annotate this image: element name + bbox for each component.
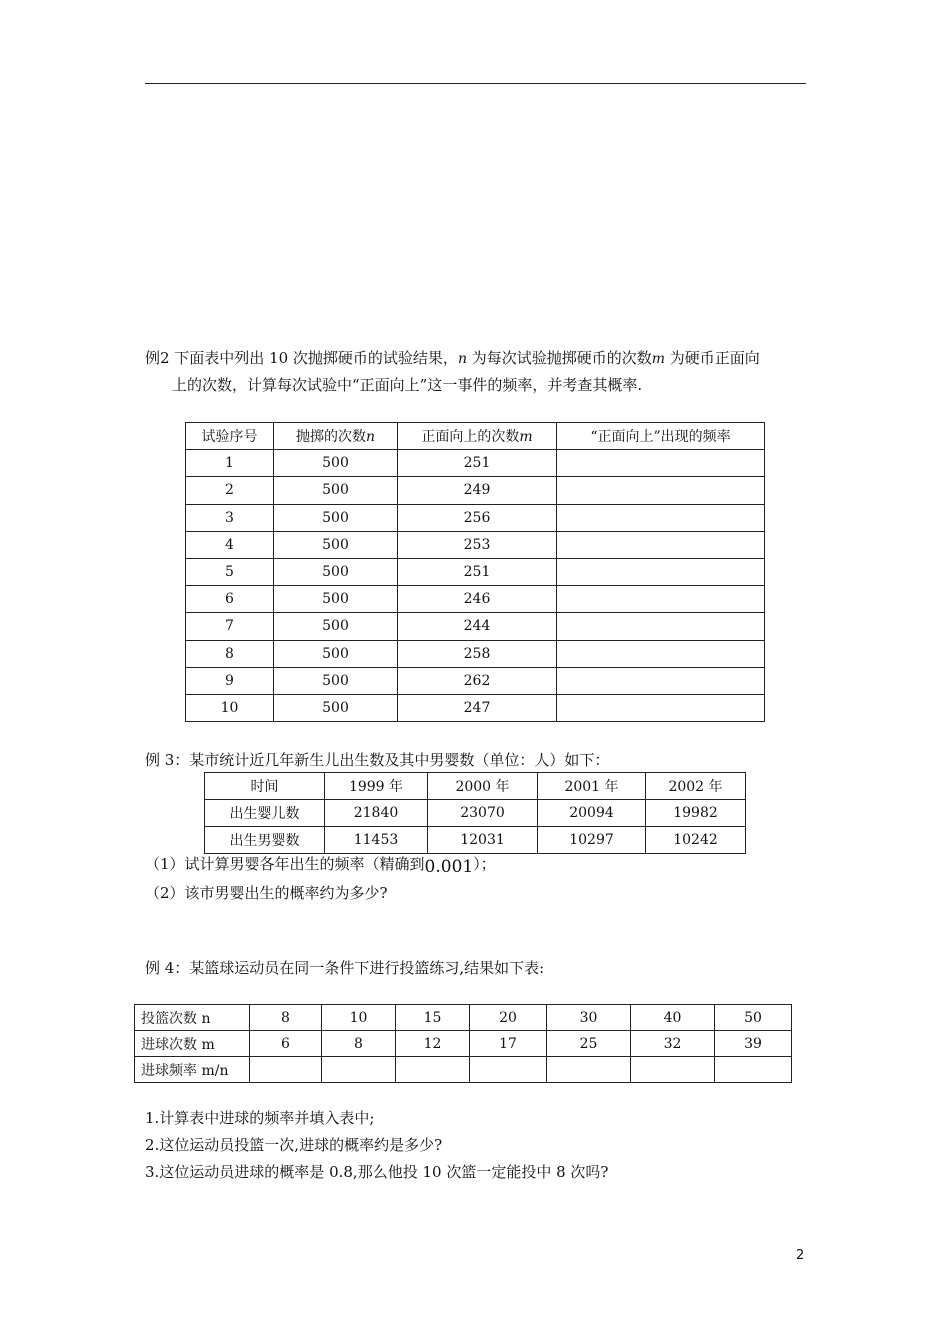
birth-stats-table <box>204 772 746 854</box>
cell: 256 <box>398 504 557 531</box>
cell: 19982 <box>646 800 746 827</box>
header-cell: 抛掷的次数n <box>274 423 398 450</box>
cell: 500 <box>274 558 398 585</box>
header-cell: 时间 <box>205 773 325 800</box>
cell: 11453 <box>325 827 428 854</box>
blank-cell <box>322 1057 396 1083</box>
ex3-title: 例 3：某市统计近几年新生儿出生数及其中男婴数（单位：人）如下： <box>145 751 610 769</box>
cell: 500 <box>274 667 398 694</box>
table-row <box>135 1031 792 1057</box>
ex4-question-1: 1.计算表中进球的频率并填入表中; <box>145 1109 375 1127</box>
table-row <box>186 450 765 477</box>
blank-cell <box>715 1057 792 1083</box>
blank-cell <box>557 613 765 640</box>
cell: 500 <box>274 586 398 613</box>
blank-cell <box>557 640 765 667</box>
cell: 253 <box>398 531 557 558</box>
table-row <box>135 1057 792 1083</box>
table-row <box>186 667 765 694</box>
cell: 500 <box>274 477 398 504</box>
page-number: 2 <box>796 1248 805 1263</box>
table-row <box>186 477 765 504</box>
ex2-intro-line2: 上的次数，计算每次试验中“正面向上”这一事件的频率，并考查其概率. <box>172 376 643 394</box>
blank-cell <box>557 667 765 694</box>
cell: 500 <box>274 504 398 531</box>
cell: 23070 <box>428 800 538 827</box>
cell: 500 <box>274 450 398 477</box>
header-cell: 试验序号 <box>186 423 274 450</box>
cell: 2 <box>186 477 274 504</box>
cell: 21840 <box>325 800 428 827</box>
cell: 500 <box>274 613 398 640</box>
cell: 10 <box>186 694 274 721</box>
table-row <box>186 586 765 613</box>
cell: 500 <box>274 531 398 558</box>
blank-cell <box>557 586 765 613</box>
table-row <box>205 800 746 827</box>
cell: 3 <box>186 504 274 531</box>
ex4-question-2: 2.这位运动员投篮一次,进球的概率约是多少? <box>145 1136 443 1154</box>
cell: 6 <box>250 1031 322 1057</box>
table-header-row <box>186 423 765 450</box>
ex2-intro-line1: 例2 下面表中列出 10 次抛掷硬币的试验结果，n 为每次试验抛掷硬币的次数m 为硬币正面向 <box>145 349 760 367</box>
blank-cell <box>547 1057 631 1083</box>
cell: 12 <box>396 1031 470 1057</box>
table-row <box>186 694 765 721</box>
cell: 10297 <box>538 827 646 854</box>
table-row <box>186 504 765 531</box>
header-cell: 2001 年 <box>538 773 646 800</box>
cell: 8 <box>322 1031 396 1057</box>
cell: 258 <box>398 640 557 667</box>
cell: 10242 <box>646 827 746 854</box>
var-n: n <box>457 351 467 367</box>
cell: 30 <box>547 1005 631 1031</box>
table-row <box>186 531 765 558</box>
cell: 262 <box>398 667 557 694</box>
cell: 32 <box>631 1031 715 1057</box>
blank-cell <box>557 504 765 531</box>
cell: 247 <box>398 694 557 721</box>
basketball-table <box>134 1004 792 1083</box>
cell: 20094 <box>538 800 646 827</box>
var-m: m <box>651 351 666 367</box>
header-cell: 2002 年 <box>646 773 746 800</box>
table-row <box>186 613 765 640</box>
row-label: 出生男婴数 <box>205 827 325 854</box>
ex4-question-3: 3.这位运动员进球的概率是 0.8,那么他投 10 次篮一定能投中 8 次吗? <box>145 1163 609 1181</box>
cell: 7 <box>186 613 274 640</box>
table-row <box>186 558 765 585</box>
cell: 9 <box>186 667 274 694</box>
cell: 251 <box>398 450 557 477</box>
blank-cell <box>631 1057 715 1083</box>
blank-cell <box>557 477 765 504</box>
header-cell: 正面向上的次数m <box>398 423 557 450</box>
blank-cell <box>557 558 765 585</box>
blank-cell <box>557 531 765 558</box>
cell: 8 <box>250 1005 322 1031</box>
table-row <box>186 640 765 667</box>
cell: 500 <box>274 694 398 721</box>
ex3-question-2: （2）该市男婴出生的概率约为多少? <box>145 884 388 902</box>
blank-cell <box>557 694 765 721</box>
cell: 249 <box>398 477 557 504</box>
table-header-row <box>205 773 746 800</box>
cell: 50 <box>715 1005 792 1031</box>
cell: 40 <box>631 1005 715 1031</box>
ex4-title: 例 4：某篮球运动员在同一条件下进行投篮练习,结果如下表: <box>145 959 545 977</box>
row-label: 进球次数 m <box>135 1031 250 1057</box>
cell: 251 <box>398 558 557 585</box>
cell: 1 <box>186 450 274 477</box>
cell: 25 <box>547 1031 631 1057</box>
cell: 6 <box>186 586 274 613</box>
header-rule <box>145 83 806 84</box>
cell: 39 <box>715 1031 792 1057</box>
cell: 12031 <box>428 827 538 854</box>
cell: 10 <box>322 1005 396 1031</box>
header-cell: 2000 年 <box>428 773 538 800</box>
cell: 8 <box>186 640 274 667</box>
ex3-question-1: （1）试计算男婴各年出生的频率（精确到0.001）； <box>145 855 496 877</box>
cell: 4 <box>186 531 274 558</box>
table-row <box>135 1005 792 1031</box>
cell: 500 <box>274 640 398 667</box>
coin-toss-table <box>185 422 765 722</box>
blank-cell <box>557 450 765 477</box>
cell: 246 <box>398 586 557 613</box>
row-label: 进球频率 m/n <box>135 1057 250 1083</box>
blank-cell <box>470 1057 547 1083</box>
header-cell: “正面向上”出现的频率 <box>557 423 765 450</box>
cell: 5 <box>186 558 274 585</box>
cell: 244 <box>398 613 557 640</box>
blank-cell <box>396 1057 470 1083</box>
cell: 20 <box>470 1005 547 1031</box>
table-row <box>205 827 746 854</box>
header-cell: 1999 年 <box>325 773 428 800</box>
cell: 17 <box>470 1031 547 1057</box>
row-label: 投篮次数 n <box>135 1005 250 1031</box>
blank-cell <box>250 1057 322 1083</box>
cell: 15 <box>396 1005 470 1031</box>
row-label: 出生婴儿数 <box>205 800 325 827</box>
